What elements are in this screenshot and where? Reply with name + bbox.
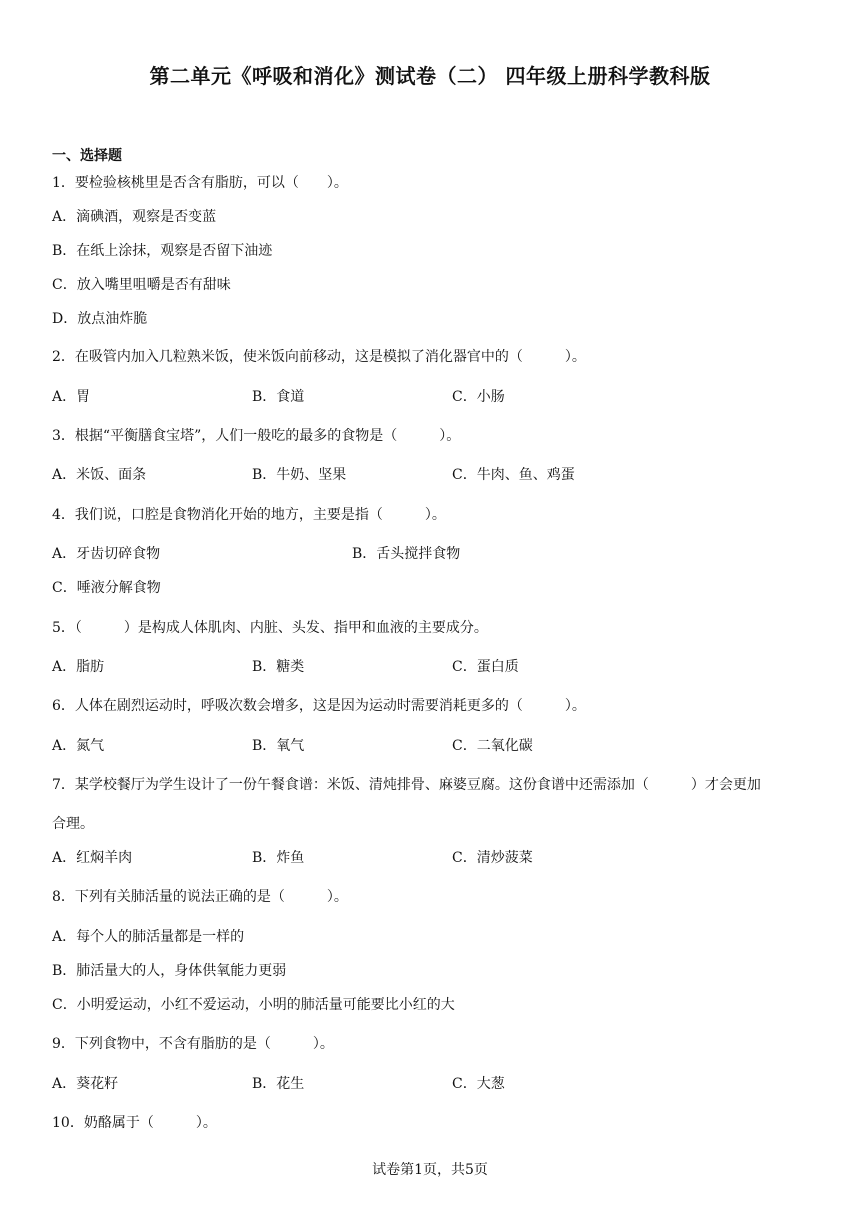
question-4-stem: 4．我们说，口腔是食物消化开始的地方，主要是指（ ）。 xyxy=(52,507,446,523)
question-6-stem: 6．人体在剧烈运动时，呼吸次数会增多，这是因为运动时需要消耗更多的（ ）。 xyxy=(52,698,586,714)
question-8-option-b: B．肺活量大的人，身体供氧能力更弱 xyxy=(52,963,287,979)
question-9-option-b: B．花生 xyxy=(252,1076,305,1092)
question-1-option-c: C．放入嘴里咀嚼是否有甜味 xyxy=(52,277,231,293)
question-3-option-c: C．牛肉、鱼、鸡蛋 xyxy=(452,467,575,483)
question-8-option-c: C．小明爱运动，小红不爱运动，小明的肺活量可能要比小红的大 xyxy=(52,997,455,1013)
section-heading: 一、选择题 xyxy=(52,148,122,164)
question-2-stem: 2．在吸管内加入几粒熟米饭，使米饭向前移动，这是模拟了消化器官中的（ ）。 xyxy=(52,349,586,365)
question-5-option-a: A．脂肪 xyxy=(52,659,105,675)
question-4-option-b: B．舌头搅拌食物 xyxy=(352,546,461,562)
question-3-option-b: B．牛奶、坚果 xyxy=(252,467,347,483)
question-5-option-b: B．糖类 xyxy=(252,659,305,675)
question-2-option-b: B．食道 xyxy=(252,389,305,405)
question-1-option-d: D．放点油炸脆 xyxy=(52,311,148,327)
question-6-option-a: A．氮气 xyxy=(52,738,105,754)
question-7-option-b: B．炸鱼 xyxy=(252,850,305,866)
question-5-option-c: C．蛋白质 xyxy=(452,659,519,675)
question-9-option-c: C．大葱 xyxy=(452,1076,505,1092)
question-10-stem: 10．奶酪属于（ ）。 xyxy=(52,1115,217,1131)
question-2-option-a: A．胃 xyxy=(52,389,91,405)
question-6-option-c: C．二氧化碳 xyxy=(452,738,533,754)
question-4-option-a: A．牙齿切碎食物 xyxy=(52,546,161,562)
page-title: 第二单元《呼吸和消化》测试卷（二） 四年级上册科学教科版 xyxy=(149,64,711,88)
question-8-stem: 8．下列有关肺活量的说法正确的是（ ）。 xyxy=(52,889,348,905)
page-footer: 试卷第1页，共5页 xyxy=(372,1162,488,1178)
question-1-stem: 1．要检验核桃里是否含有脂肪，可以（ ）。 xyxy=(52,175,348,191)
question-7-option-a: A．红焖羊肉 xyxy=(52,850,133,866)
question-8-option-a: A．每个人的肺活量都是一样的 xyxy=(52,929,245,945)
question-9-option-a: A．葵花籽 xyxy=(52,1076,119,1092)
question-1-option-b: B．在纸上涂抹，观察是否留下油迹 xyxy=(52,243,273,259)
question-7-stem: 7．某学校餐厅为学生设计了一份午餐食谱：米饭、清炖排骨、麻婆豆腐。这份食谱中还需添加（ ）才会更加 xyxy=(52,777,761,793)
question-1-option-a: A．滴碘酒，观察是否变蓝 xyxy=(52,209,217,225)
question-5-stem: 5．（ ）是构成人体肌肉、内脏、头发、指甲和血液的主要成分。 xyxy=(52,620,488,636)
question-7-stem-continued: 合理。 xyxy=(52,816,94,832)
question-7-option-c: C．清炒菠菜 xyxy=(452,850,533,866)
question-2-option-c: C．小肠 xyxy=(452,389,505,405)
question-4-option-c: C．唾液分解食物 xyxy=(52,580,161,596)
question-6-option-b: B．氧气 xyxy=(252,738,305,754)
question-3-option-a: A．米饭、面条 xyxy=(52,467,147,483)
question-3-stem: 3．根据“平衡膳食宝塔”，人们一般吃的最多的食物是（ ）。 xyxy=(52,428,461,444)
question-9-stem: 9．下列食物中，不含有脂肪的是（ ）。 xyxy=(52,1036,334,1052)
